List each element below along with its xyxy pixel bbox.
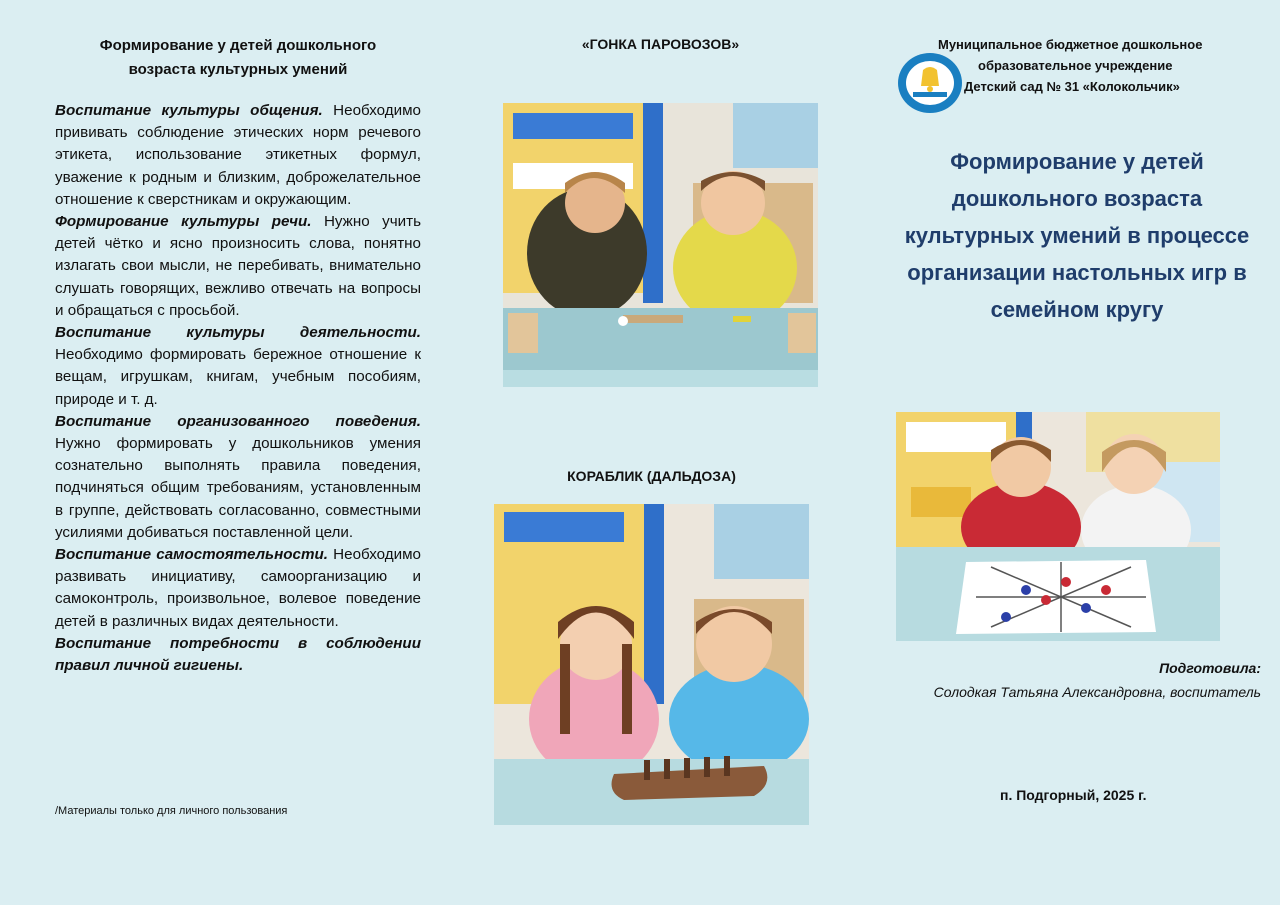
left-heading-line2: возраста культурных умений	[128, 61, 348, 78]
paragraph	[55, 411, 421, 544]
paragraph	[55, 544, 421, 633]
caption-boat-game: КОРАБЛИК (ДАЛЬДОЗА)	[567, 468, 736, 484]
caption-train-race: «ГОНКА ПАРОВОЗОВ»	[581, 36, 740, 52]
paragraph-text: Нужно учить детей чётко и ясно произносить слова, понятно излагать свои мысли, не перебивать, внимательно слушать говорящих, вежливо отвечать на вопросы и обращаться с просьбой.	[55, 213, 421, 319]
photo-board-game	[896, 412, 1220, 641]
organization-header	[938, 34, 1202, 97]
paragraph-text: Нужно формировать у дошкольников умения сознательно выполнять правила поведения, подчиняться общим требованиям, установленным в группе, действовать согласованно, совместными усилиями добиваться поставленной цели.	[55, 435, 421, 541]
left-column	[55, 0, 421, 905]
paragraph-lead: Формирование культуры речи.	[55, 213, 312, 231]
prepared-by-label: Подготовила:	[1159, 660, 1261, 676]
left-heading-line1: Формирование у детей дошкольного	[99, 37, 377, 54]
paragraph-lead: Воспитание организованного поведения.	[55, 412, 421, 430]
prepared-by-name: Солодкая Татьяна Александровна, воспитатель	[933, 684, 1261, 700]
paragraph	[55, 633, 421, 677]
usage-note: /Материалы только для личного пользования	[55, 805, 288, 817]
org-line3: Детский сад № 31 «Колокольчик»	[964, 79, 1180, 94]
place-and-year: п. Подгорный, 2025 г.	[1000, 787, 1147, 803]
paragraph-text: Необходимо развивать инициативу, самоорганизацию и самоконтроль, произвольное, волевое поведение детей в различных видах деятельности.	[55, 546, 421, 630]
paragraph-lead: Воспитание самостоятельности.	[55, 546, 328, 564]
brochure-title: Формирование у детей дошкольного возраста культурных умений в процессе организации настольных игр в семейном кругу	[904, 149, 1250, 322]
paragraph	[55, 322, 421, 411]
paragraph-lead: Воспитание культуры общения.	[55, 102, 323, 119]
photo-boat-game	[494, 504, 809, 825]
school-logo	[897, 52, 963, 114]
org-line2: образовательное учреждение	[978, 58, 1173, 73]
paragraph	[55, 100, 421, 211]
paragraph-lead: Воспитание потребности в соблюдении правил личной гигиены.	[55, 634, 421, 675]
paragraph-text: Необходимо прививать соблюдение этических норм речевого этикета, использование этикетных формул, уважение к родным и близким, доброжелательное отношение к сверстникам и окружающим.	[55, 102, 421, 208]
paragraph	[55, 211, 421, 322]
photo-train-race	[503, 103, 818, 387]
paragraph-lead: Воспитание культуры деятельности.	[55, 324, 421, 342]
org-line1: Муниципальное бюджетное дошкольное	[938, 37, 1203, 52]
paragraph-text: Необходимо формировать бережное отношение к вещам, игрушкам, книгам, учебным пособиям, природе и т. д.	[55, 346, 421, 408]
left-heading	[55, 34, 421, 82]
left-body	[55, 100, 421, 677]
